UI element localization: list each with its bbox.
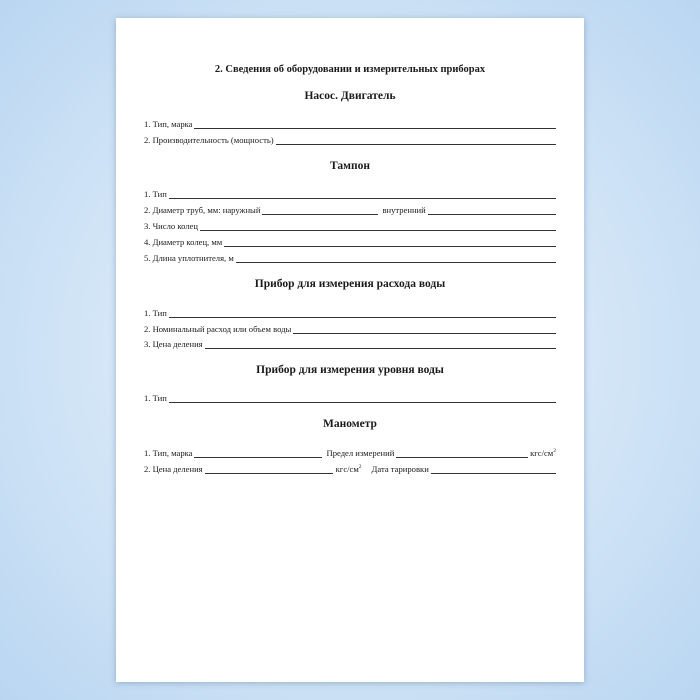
field-label: 2. Диаметр труб, мм: наружный: [144, 205, 261, 215]
field-label: Предел измерений: [326, 448, 395, 458]
fill-line[interactable]: [169, 394, 556, 403]
flow-type-row: [144, 307, 556, 318]
form-page: [116, 18, 584, 682]
field-label: 4. Диаметр колец, мм: [144, 237, 223, 247]
fill-line[interactable]: [276, 136, 556, 145]
field-label: 3. Цена деления: [144, 339, 203, 349]
tampon-diameter-row: [144, 204, 556, 215]
field-label: 1. Тип, марка: [144, 119, 193, 129]
field-label: 3. Число колец: [144, 221, 198, 231]
fill-line[interactable]: [169, 190, 556, 199]
section-title-pump: Насос. Двигатель: [304, 90, 396, 102]
section-title-manometer: Манометр: [323, 418, 377, 430]
fill-line-model[interactable]: [194, 449, 322, 458]
fill-line-outer[interactable]: [262, 206, 378, 215]
level-type-row: [144, 392, 556, 403]
fill-line[interactable]: [200, 222, 556, 231]
section-title-flow-meter: Прибор для измерения расхода воды: [254, 278, 446, 290]
field-label: 2. Номинальный расход или объем воды: [144, 324, 292, 334]
field-label: 1. Тип: [144, 189, 167, 199]
field-label: 2. Цена деления: [144, 464, 203, 474]
form-title: 2. Сведения об оборудовании и измерительных приборах: [214, 64, 486, 75]
field-label: 1. Тип: [144, 308, 167, 318]
fill-line-date[interactable]: [431, 465, 556, 474]
fill-line[interactable]: [194, 120, 556, 129]
pump-type-row: [144, 118, 556, 129]
manometer-scale-row: [144, 463, 556, 474]
fill-line[interactable]: [293, 325, 556, 334]
manometer-type-row: [144, 447, 556, 458]
fill-line[interactable]: [236, 254, 556, 263]
fill-line[interactable]: [224, 238, 556, 247]
field-label: 2. Производительность (мощность): [144, 135, 274, 145]
pump-capacity-row: [144, 134, 556, 145]
field-label: 5. Длина уплотнителя, м: [144, 253, 234, 263]
unit-label: кгс/$см^2$: [335, 464, 362, 474]
fill-line-scale[interactable]: [205, 465, 333, 474]
fill-line-inner[interactable]: [428, 206, 556, 215]
flow-nominal-row: [144, 323, 556, 334]
fill-line[interactable]: [169, 309, 556, 318]
field-label: 1. Тип: [144, 393, 167, 403]
tampon-type-row: [144, 188, 556, 199]
field-label: 1. Тип, марка: [144, 448, 193, 458]
tampon-ring-diameter-row: [144, 236, 556, 247]
fill-line[interactable]: [205, 340, 556, 349]
tampon-seal-length-row: [144, 252, 556, 263]
section-title-level-meter: Прибор для измерения уровня воды: [256, 364, 444, 376]
section-title-tampon: Тампон: [330, 160, 370, 172]
flow-scale-row: [144, 338, 556, 349]
tampon-rings-row: [144, 220, 556, 231]
fill-line-range[interactable]: [396, 449, 528, 458]
field-label: Дата тарировки: [371, 464, 429, 474]
unit-label: кгс/$см^2$: [530, 448, 556, 458]
field-label: внутренний: [382, 205, 426, 215]
